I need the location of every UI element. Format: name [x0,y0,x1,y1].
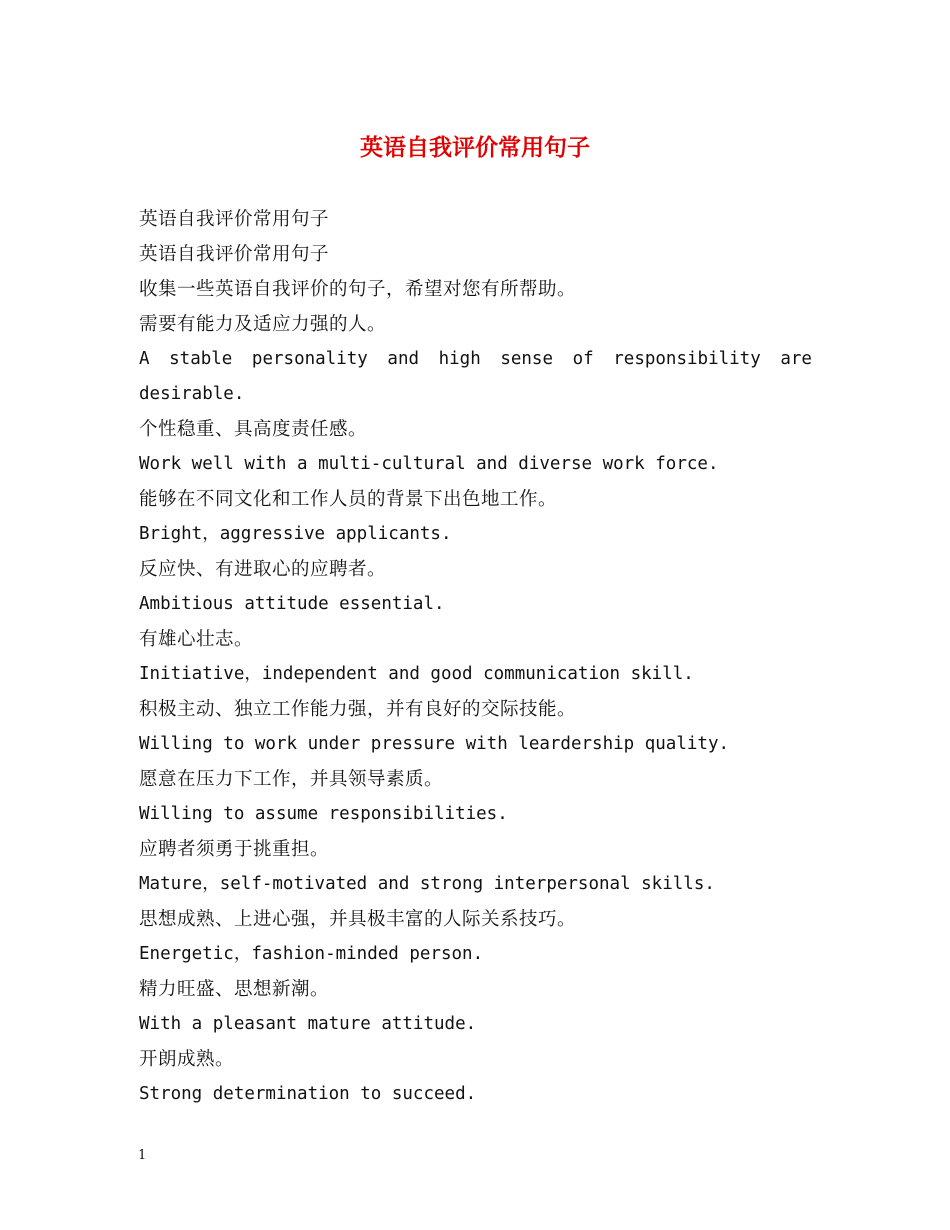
text-line: 需要有能力及适应力强的人。 [139,314,387,335]
word: and [387,349,420,369]
text-line: 英语自我评价常用句子 [139,209,330,230]
word: high [438,349,481,369]
text-line: 个性稳重、具高度责任感。 [139,419,368,440]
word: A [139,349,150,369]
word: stable [169,349,233,369]
text-line: Mature，self-motivated and strong interpersonal skills. [139,874,715,894]
text-line: 愿意在压力下工作，并具领导素质。 [139,769,444,790]
text-line: Initiative，independent and good communication skill. [139,664,694,684]
document-title: 英语自我评价常用句子 [360,134,590,161]
text-line: 积极主动、独立工作能力强，并有良好的交际技能。 [139,699,577,720]
text-line: 思想成熟、上进心强，并具极丰富的人际关系技巧。 [139,909,577,930]
word: of [572,349,594,369]
text-line: With a pleasant mature attitude. [139,1014,477,1034]
word: personality [251,349,368,369]
word: are [780,349,812,369]
page-number: 1 [138,1148,147,1163]
text-line: desirable. [139,384,245,404]
word: sense [500,349,554,369]
text-line: Work well with a multi-cultural and diverse work force. [139,454,719,474]
text-line: 精力旺盛、思想新潮。 [139,979,330,1000]
text-line: Energetic，fashion-minded person. [139,944,484,964]
document-body [139,202,812,1112]
text-line: Willing to assume responsibilities. [139,804,508,824]
text-line: 应聘者须勇于挑重担。 [139,839,330,860]
word: responsibility [613,349,761,369]
text-line: Strong determination to succeed. [139,1084,477,1104]
text-line: 有雄心壮志。 [139,629,254,650]
text-line: Bright，aggressive applicants. [139,524,452,544]
text-line: 开朗成熟。 [139,1049,235,1070]
justified-text-line [139,342,812,377]
text-line: Willing to work under pressure with leardership quality. [139,734,730,754]
text-line: 能够在不同文化和工作人员的背景下出色地工作。 [139,489,558,510]
text-line: Ambitious attitude essential. [139,594,445,614]
text-line: 反应快、有进取心的应聘者。 [139,559,387,580]
text-line: 收集一些英语自我评价的句子，希望对您有所帮助。 [139,279,577,300]
text-line: 英语自我评价常用句子 [139,244,330,265]
